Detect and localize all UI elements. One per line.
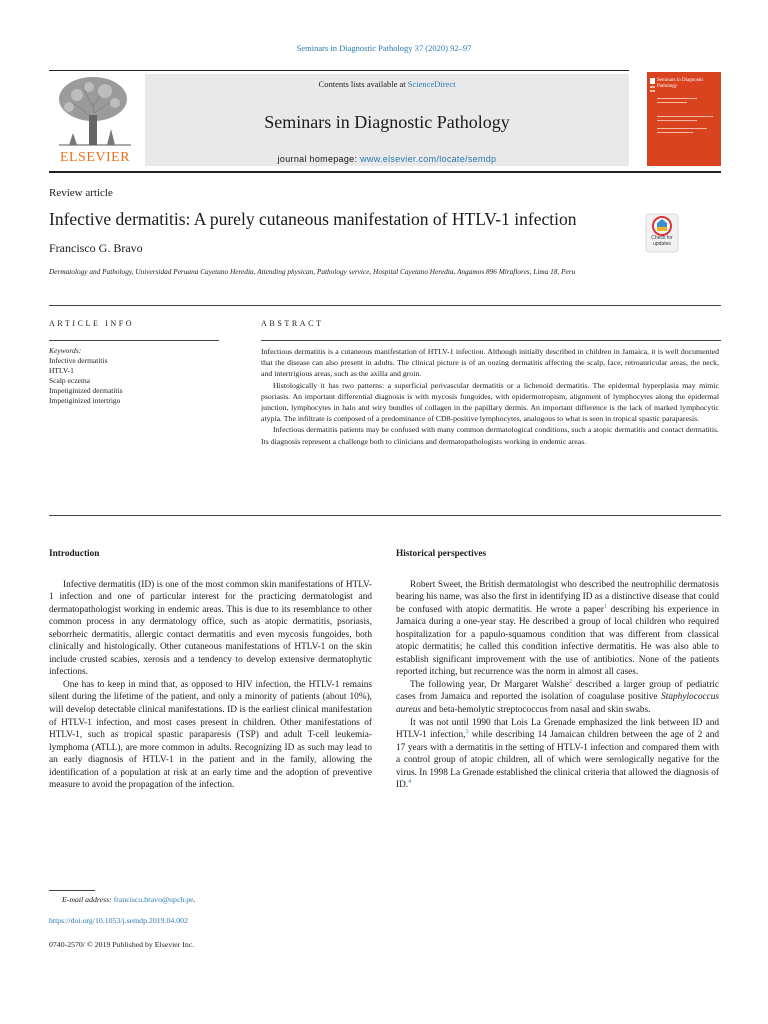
elsevier-wordmark: ELSEVIER — [59, 150, 131, 165]
journal-title-box — [145, 74, 629, 166]
check-for-updates-line2: updates — [653, 240, 671, 247]
author-email-link[interactable]: francisco.bravo@upch.pe — [113, 895, 194, 904]
keyword-item: Impetiginized dermatitis — [49, 386, 123, 395]
keyword-item: Impetiginized intertrigo — [49, 396, 121, 405]
paragraph-text: while describing 14 Jamaican children between the age of 2 and 17 years with a dermatitis in the setting of HTLV-1 infection and compared them with a control group of atopic children, all of which were serologically negative for the virus. In 1998 La Grenade established the clinical criteria that allowed the diagnosis of ID. — [396, 730, 720, 791]
abstract-paragraph: Infectious dermatitis patients may be confused with many common dermatological conditions, such a atopic dermatitis and contact dermatitis. Its diagnosis represent a challenge both to clinicians and dermatopathologists working in endemic areas. — [261, 425, 719, 446]
keyword-item: Scalp eczema — [49, 376, 91, 385]
right-column — [396, 548, 719, 792]
journal-homepage-link[interactable]: www.elsevier.com/locate/semdp — [360, 154, 497, 164]
cover-line — [657, 102, 687, 103]
email-label: E-mail address: — [62, 895, 114, 904]
journal-citation[interactable]: Seminars in Diagnostic Pathology 37 (2020) 92–97 — [296, 43, 472, 53]
paragraph-text: Robert Sweet, the British dermatologist who described the neutrophilic dermatosis bearing his name, was also the first in identifying ID as a distinctive disease that could be confused with atopic dermatitis. He wrote a paper — [396, 579, 719, 615]
body-paragraph — [396, 717, 719, 792]
paragraph-text: It was not until 1990 that Lois La Grenade emphasized the link between ID and HTLV-1 infection, — [396, 717, 719, 741]
check-for-updates-line1: Check for — [651, 235, 673, 241]
paragraph-text: described a larger group of pediatric cases from Jamaica and reported the isolation of coagulase positive — [396, 679, 719, 703]
paragraph-text: and beta-hemolytic streptococcus from nasal and skin swabs. — [420, 705, 651, 716]
species-name: Staphylococcus aureus — [396, 692, 719, 716]
journal-cover-image[interactable] — [647, 72, 721, 166]
abstract-heading: ABSTRACT — [261, 319, 324, 328]
article-info-heading: ARTICLE INFO — [49, 319, 135, 328]
reference-link[interactable]: 2 — [569, 678, 573, 685]
homepage-prefix: journal homepage: — [277, 154, 361, 164]
cover-title: Seminars in Diagnostic Pathology — [657, 78, 704, 89]
article-type: Review article — [49, 187, 113, 199]
cover-line — [657, 116, 713, 117]
journal-name: Seminars in Diagnostic Pathology — [264, 112, 510, 132]
abstract-rule — [261, 340, 721, 341]
body-paragraph — [396, 579, 719, 679]
body-paragraph — [396, 679, 719, 717]
check-for-updates-icon[interactable] — [645, 213, 679, 253]
abstract-body — [261, 346, 719, 447]
reference-link[interactable]: 3 — [465, 729, 469, 736]
keyword-item: HTLV-1 — [49, 366, 74, 375]
reference-link[interactable]: 1 — [603, 603, 607, 610]
keywords-label: Keywords: — [49, 346, 82, 355]
contents-prefix: Contents lists available at — [318, 79, 408, 89]
sciencedirect-link[interactable]: ScienceDirect — [407, 79, 456, 89]
journal-header — [49, 70, 721, 168]
contents-line — [145, 79, 629, 89]
keyword-item: Infective dermatitis — [49, 356, 108, 365]
author-name: Francisco G. Bravo — [49, 241, 143, 255]
historical-heading: Historical perspectives — [396, 549, 487, 559]
introduction-heading: Introduction — [49, 549, 100, 559]
check-for-updates-label — [645, 236, 679, 247]
article-title: Infective dermatitis: A purely cutaneous manifestation of HTLV-1 infection — [49, 209, 577, 229]
header-rule-bottom — [49, 171, 721, 173]
author-email-footnote — [62, 895, 196, 904]
doi-link[interactable]: https://doi.org/10.1053/j.semdp.2019.04.002 — [49, 916, 188, 925]
cover-line — [657, 128, 707, 129]
copyright-notice: 0740-2570/ © 2019 Published by Elsevier Inc. — [49, 940, 195, 949]
paragraph-text: The following year, Dr Margaret Walshe — [410, 679, 570, 690]
email-end: . — [193, 895, 196, 904]
footnote-rule — [49, 890, 95, 891]
section-rule — [49, 515, 721, 516]
paragraph-text: describing his experience in Jamaica during a one-year stay. He described a group of local children who required hospitalization for a papulo-squamous condition that was different from classical atopic dermatitis; he called this condition infective dermatitis. He was also able to establish significant improvement with the use of antibiotics. None of the patients reported itching, but recurrence was the norm in almost all cases. — [396, 604, 719, 678]
body-paragraph: One has to keep in mind that, as opposed to HIV infection, the HTLV-1 remains silent during the lifetime of the patient, and only a minority of patients (about 10%), will develop detectable clinical manifestations. ID is the earliest clinical manifestation of HTLV-1 infection, and most cases present in children. Other manifestations of HTLV-1, such as tropical spastic paraparesis (TSP) and adult T-cell leukemia-lymphoma (ATLL), are more common in adults. Recognizing ID as such may lead to an early diagnosis of HTLV-1 in the patient and in the family, allowing the identification of a population at risk at an early time and the adoption of preventive measure to avoid the propagation of the infection. — [49, 679, 372, 791]
cover-line — [657, 132, 693, 133]
keywords-list — [49, 346, 219, 406]
body-paragraph: Infective dermatitis (ID) is one of the most common skin manifestations of HTLV-1 infection and one of particular interest for the practicing dermatologist and dermatopathologist working in endemic areas. This is due to its resemblance to other common process in any dermatology office, such as atopic dermatitis, psoriasis, seborrheic dermatitis, allergic contact dermatitis and even mycosis fungoides, both clinically and histologically. Other cutaneous manifestations of HTLV-1 on the skin include crusted scabies, xerosis and a tendency to develop extensive dermatophytic infections. — [49, 579, 372, 678]
article-info-rule — [49, 340, 219, 341]
reference-link[interactable]: 4 — [408, 779, 412, 786]
cover-badge-icon — [650, 78, 655, 98]
cover-line — [657, 120, 697, 121]
homepage-line — [145, 154, 629, 164]
author-affiliation: Dermatology and Pathology, Universidad Peruana Cayetano Heredia, Attending physican, Pathology service, Hospital Cayetano Heredia, Angamos 896 Miraflores, Lima 18, Peru — [49, 267, 576, 276]
cover-line — [657, 98, 697, 99]
abstract-paragraph: Infectious dermatitis is a cutaneous manifestation of HTLV-1 infection. Although initially described in children in Jamaica, it is well documented that the disease can also present in adults. The clinical picture is of an oozing dermatitis affecting the scalp, face, retroauricular areas, the neck, and intertrigious areas, such as the axilla and groin. — [261, 347, 719, 379]
abstract-paragraph: Histologically it has two patterns: a superficial perivascular dermatitis or a lichenoid dermatitis. The epidermal hyperplasia may mimic psoriasis. An important differential diagnosis is with mycosis fungoides, with epidermotropism, alignment of lymphocytes along the epidermal junction, lymphocytes in halo and wiry bundles of collagen in the papillary dermis. An important difference is the lack of marked lymphocytic atypia. The infiltrate is composed of a predominance of CD8-positive lymphocytes, analogous to what is seen in tropical spastic paraparesis. — [261, 380, 719, 424]
left-column — [49, 548, 372, 792]
section-rule — [49, 305, 721, 306]
